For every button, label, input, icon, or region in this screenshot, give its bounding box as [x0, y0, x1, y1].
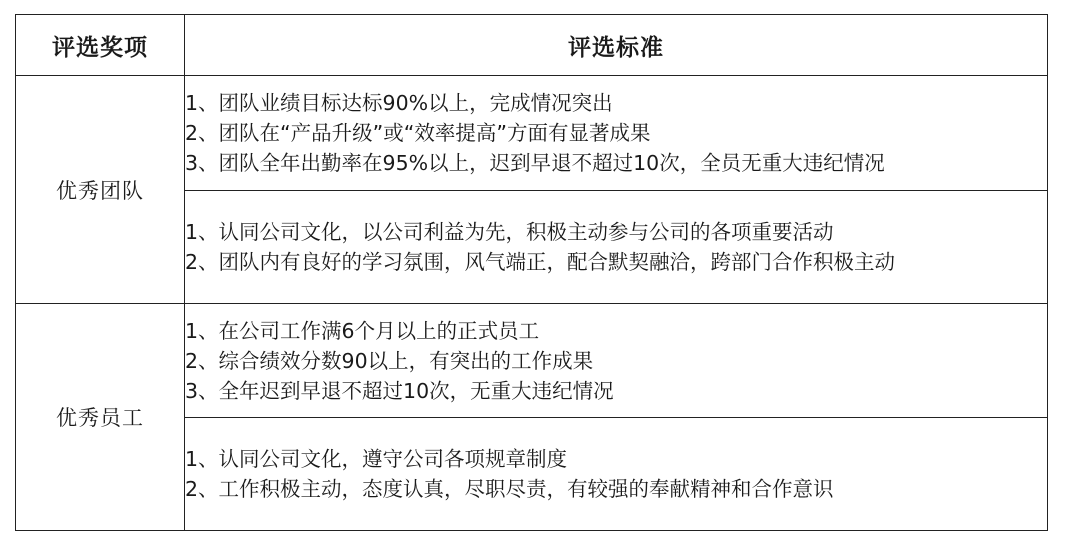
criteria-cell: [185, 418, 1048, 531]
criteria-cell: [185, 76, 1048, 191]
criteria-line: 2、综合绩效分数90以上，有突出的工作成果: [185, 348, 594, 373]
criteria-line: 2、工作积极主动，态度认真，尽职尽责，有较强的奉献精神和合作意识: [185, 477, 834, 501]
criteria-line: 1、团队业绩目标达标90%以上，完成情况突出: [185, 91, 613, 115]
criteria-line: 2、团队内有良好的学习氛围，风气端正，配合默契融洽，跨部门合作积极主动: [185, 250, 896, 274]
table-row: [16, 304, 1048, 418]
table-row: [16, 76, 1048, 191]
award-name-excellent-team: 优秀团队: [16, 76, 185, 304]
header-row: [16, 15, 1048, 76]
criteria-column-header: 评选标准: [185, 15, 1048, 76]
criteria-cell: [185, 304, 1048, 418]
criteria-line: 1、认同公司文化，以公司利益为先，积极主动参与公司的各项重要活动: [185, 220, 834, 244]
criteria-line: 1、在公司工作满6个月以上的正式员工: [185, 318, 540, 343]
award-criteria-table: [15, 14, 1048, 531]
criteria-cell: [185, 191, 1048, 304]
award-column-header: 评选奖项: [16, 15, 185, 76]
criteria-line: 2、团队在“产品升级”或“效率提高”方面有显著成果: [185, 121, 651, 145]
criteria-line: 1、认同公司文化，遵守公司各项规章制度: [185, 447, 568, 471]
criteria-line: 3、全年迟到早退不超过10次，无重大违纪情况: [185, 378, 614, 403]
criteria-line: 3、团队全年出勤率在95%以上，迟到早退不超过10次，全员无重大违纪情况: [185, 151, 885, 175]
award-name-excellent-employee: 优秀员工: [16, 304, 185, 531]
